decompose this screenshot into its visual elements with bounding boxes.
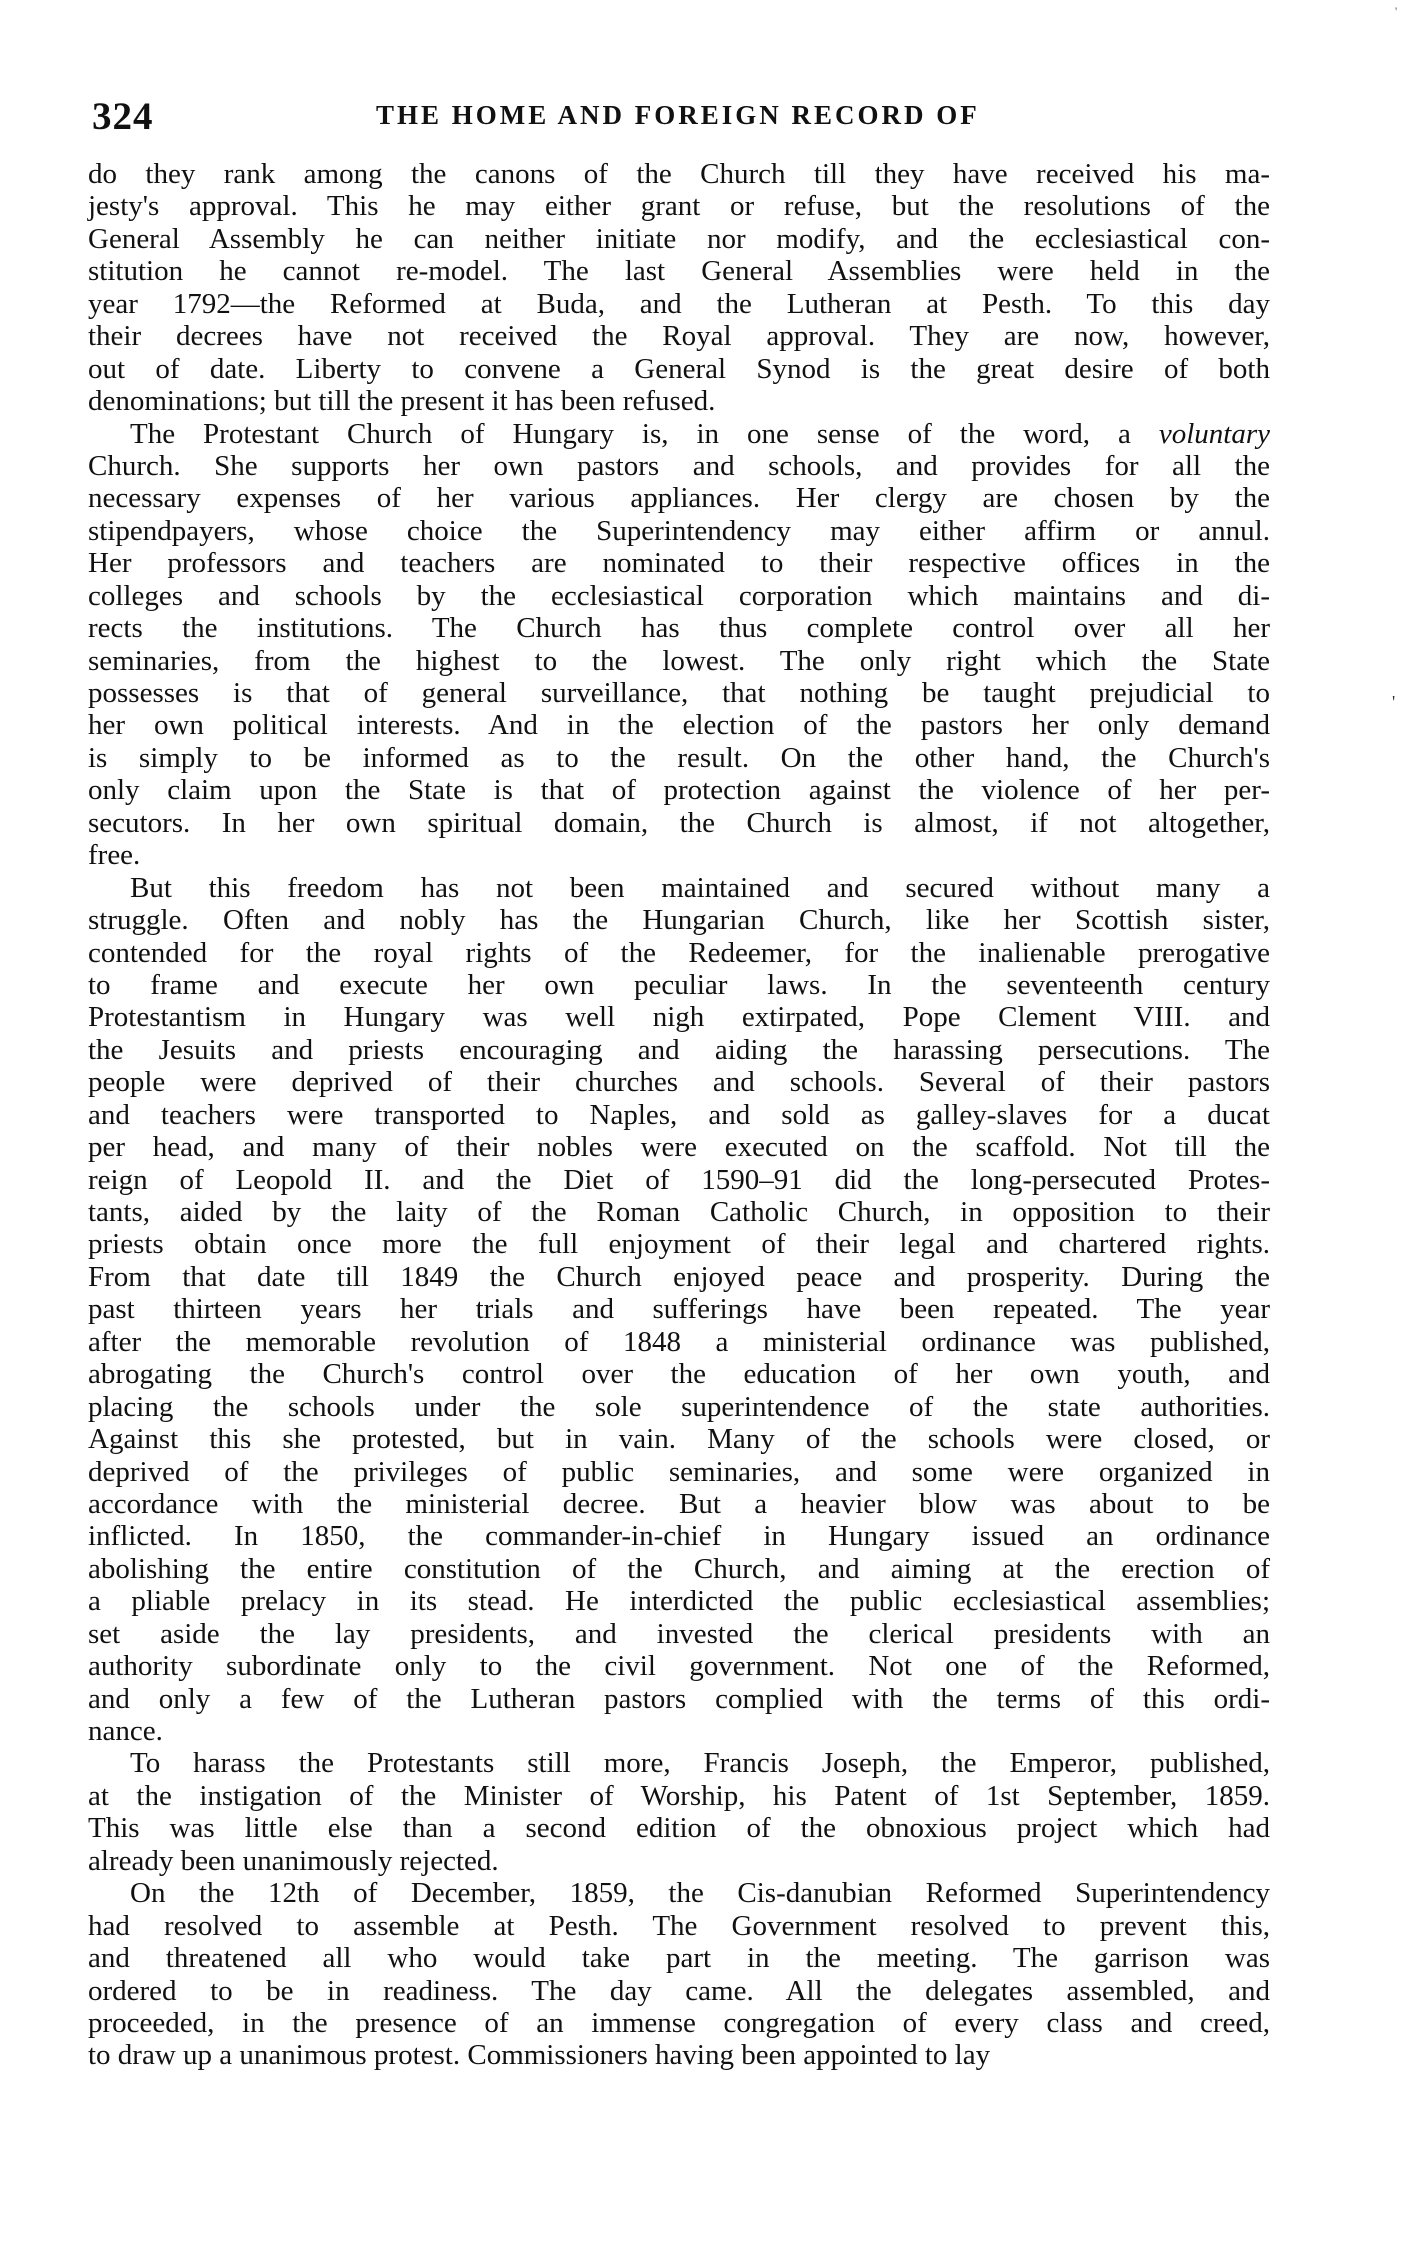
text-line: On the 12th of December, 1859, the Cis-danubian Reformed Superintendency [130,1877,1270,1910]
text-line: The Protestant Church of Hungary is, in one sense of the word, a voluntary [130,417,1270,450]
paragraph [88,158,1270,418]
text-line: proceeded, in the presence of an immense congregation of every class and creed, [88,2006,1270,2039]
body-text [88,158,1270,2072]
paragraph [88,1877,1270,2072]
text-line: after the memorable revolution of 1848 a ministerial ordinance was published, [88,1325,1270,1358]
text-line: authority subordinate only to the civil government. Not one of the Reformed, [88,1650,1270,1683]
text-line: secutors. In her own spiritual domain, the Church is almost, if not altogether, [88,806,1270,839]
text-line: But this freedom has not been maintained and secured without many a [130,871,1270,904]
page-header [92,94,1262,138]
text-line: Church. She supports her own pastors and schools, and provides for all the [88,449,1270,482]
text-line: struggle. Often and nobly has the Hungarian Church, like her Scottish sister, [88,904,1270,937]
text-line: do they rank among the canons of the Church till they have received his ma- [88,158,1270,190]
text-line: only claim upon the State is that of protection against the violence of her per- [88,774,1270,807]
page-number: 324 [92,95,154,138]
text-line: nance. [88,1715,163,1747]
text-line: inflicted. In 1850, the commander-in-chief in Hungary issued an ordinance [88,1520,1270,1553]
text-line: is simply to be informed as to the result. On the other hand, the Church's [88,741,1270,774]
text-line: the Jesuits and priests encouraging and aiding the harassing persecutions. The [88,1033,1270,1066]
text-line: year 1792—the Reformed at Buda, and the Lutheran at Pesth. To this day [88,287,1270,320]
text-line: General Assembly he can neither initiate nor modify, and the ecclesiastical con- [88,222,1270,255]
text-line: free. [88,839,141,872]
text-line: deprived of the privileges of public seminaries, and some were organized in [88,1455,1270,1488]
text-line: past thirteen years her trials and sufferings have been repeated. The year [88,1293,1270,1326]
text-line: abolishing the entire constitution of the Church, and aiming at the erection of [88,1552,1270,1585]
text-line: had resolved to assemble at Pesth. The Government resolved to prevent this, [88,1909,1270,1942]
text-line: and only a few of the Lutheran pastors complied with the terms of this ordi- [88,1682,1270,1715]
text-line: her own political interests. And in the election of the pastors her only demand [88,709,1270,742]
text-line: stitution he cannot re-model. The last General Assemblies were held in the [88,255,1270,288]
text-line: placing the schools under the sole superintendence of the state authorities. [88,1390,1270,1423]
text-line: per head, and many of their nobles were executed on the scaffold. Not till the [88,1131,1270,1164]
text-line: tants, aided by the laity of the Roman Catholic Church, in opposition to their [88,1196,1270,1228]
text-line: This was little else than a second edition of the obnoxious project which had [88,1812,1270,1845]
text-line: already been unanimously rejected. [88,1844,499,1877]
text-line: Against this she protested, but in vain. Many of the schools were closed, or [88,1423,1270,1456]
text-line: stipendpayers, whose choice the Superintendency may either affirm or annul. [88,514,1270,547]
text-line: and teachers were transported to Naples, and sold as galley-slaves for a ducat [88,1098,1270,1131]
text-line: possesses is that of general surveillance, that nothing be taught prejudicial to [88,677,1270,709]
text-line: contended for the royal rights of the Redeemer, for the inalienable prerogative [88,936,1270,969]
text-line: and threatened all who would take part in the meeting. The garrison was [88,1942,1270,1975]
text-line: seminaries, from the highest to the lowest. The only right which the State [88,644,1270,677]
text-line: ordered to be in readiness. The day came. All the delegates assembled, and [88,1974,1270,2007]
paragraph [88,1747,1270,1877]
text-line: their decrees have not received the Royal approval. They are now, however, [88,320,1270,353]
text-line: To harass the Protestants still more, Francis Joseph, the Emperor, published, [130,1747,1270,1780]
text-line: people were deprived of their churches and schools. Several of their pastors [88,1066,1270,1099]
text-line: rects the institutions. The Church has thus complete control over all her [88,612,1270,645]
text-line: to frame and execute her own peculiar laws. In the seventeenth century [88,968,1270,1001]
text-line: abrogating the Church's control over the education of her own youth, and [88,1358,1270,1391]
text-line: Her professors and teachers are nominated to their respective offices in the [88,547,1270,580]
text-line: Protestantism in Hungary was well nigh extirpated, Pope Clement VIII. and [88,1001,1270,1034]
text-line: priests obtain once more the full enjoyment of their legal and chartered rights. [88,1228,1270,1261]
corner-mark: ' [1395,4,1398,18]
text-line: set aside the lay presidents, and invested the clerical presidents with an [88,1617,1270,1650]
italic-emphasis: voluntary [1158,417,1270,450]
text-line: a pliable prelacy in its stead. He interdicted the public ecclesiastical assemblies; [88,1585,1270,1618]
paragraph [88,872,1270,1748]
text-line: denominations; but till the present it has been refused. [88,385,716,418]
text-line: colleges and schools by the ecclesiastical corporation which maintains and di- [88,579,1270,612]
margin-mark: ' [1392,692,1396,712]
running-head: THE HOME AND FOREIGN RECORD OF [376,100,980,130]
text-line: to draw up a unanimous protest. Commissioners having been appointed to lay [88,2039,991,2072]
text-line: jesty's approval. This he may either grant or refuse, but the resolutions of the [88,190,1270,223]
text-line: From that date till 1849 the Church enjoyed peace and prosperity. During the [88,1260,1270,1293]
text-line: necessary expenses of her various appliances. Her clergy are chosen by the [88,482,1270,515]
text-line: accordance with the ministerial decree. But a heavier blow was about to be [88,1487,1270,1520]
text-line: out of date. Liberty to convene a General Synod is the great desire of both [88,352,1270,385]
text-line: reign of Leopold II. and the Diet of 1590–91 did the long-persecuted Protes- [88,1163,1270,1196]
paragraph [88,418,1270,872]
text-line: at the instigation of the Minister of Worship, his Patent of 1st September, 1859. [88,1779,1270,1812]
